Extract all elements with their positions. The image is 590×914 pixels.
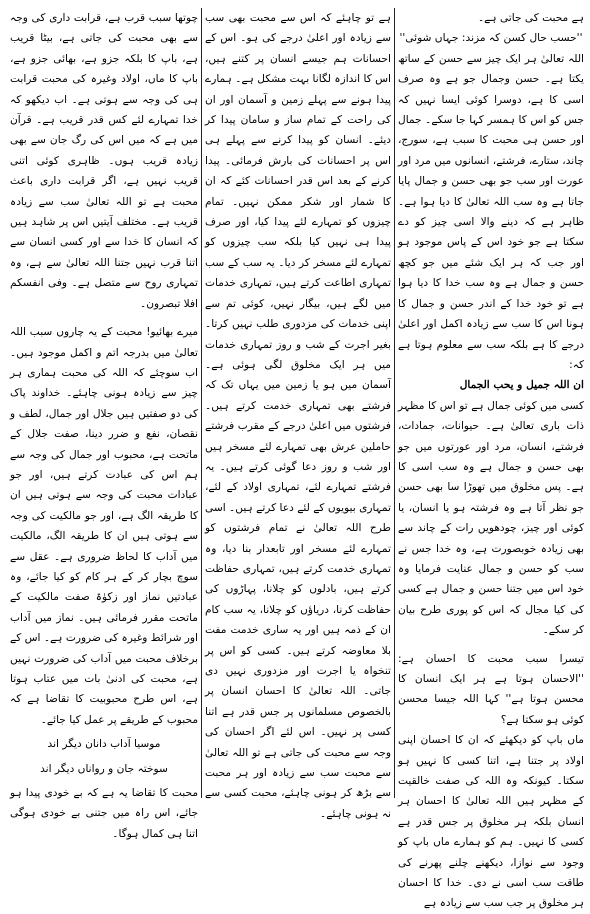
column-divider	[394, 8, 395, 798]
paragraph: ہے تو چاہئے کہ اس سے محبت بھی سب سے زیادہ اور اعلیٰ درجے کی ہو۔ اس کے احسانات ہم جیسے انسان پر کتنے ہیں، اس کا اندازہ لگانا بہت مشکل ہے۔ ہمارے پیدا ہونے سے پہلے زمین و آسمان اور ان کی راحت کے تمام ساز و سامان پیدا کر دیئے۔ انسان کو پیدا کرنے سے پہلے ہی اس پر احسانات کی بارش فرمائی۔ پیدا کرنے کے بعد اس قدر احسانات کئے کہ ان کا شمار اور شکر ممکن نہیں۔ تمام چیزوں کو تمہارے لئے پیدا کیا، اور صرف پیدا ہی نہیں کیا بلکہ سب چیزوں کو تمہارے لئے مسخر کر دیا۔ یہ سب کے سب تمہاری اطاعت کرتے ہیں، تمہاری خدمات میں لگے ہیں، بیگار نہیں، کوئی تم سے اپنی خدمات کی مزدوری طلب نہیں کرتا۔ بغیر اجرت کے شب و روز تمہاری خدمات میں ہر ایک مخلوق لگی ہوئی ہے۔ آسمان میں ہو یا زمین میں یہاں تک کہ فرشتے بھی تمہاری خدمت کرتے ہیں۔ فرشتوں میں اعلیٰ درجے کے مقرب فرشتے حاملین عرش بھی تمہارے لئے مسخر ہیں اور شب و روز دعا گوئی کرتے ہیں۔ یہ فرشتے تمہارے لئے، تمہاری اولاد کے لئے، تمہاری بیویوں کے لئے دعا کرتے ہیں۔ اسی طرح اللہ تعالیٰ نے تمام فرشتوں کو تمہارے لئے مسخر اور تابعدار بنا دیا، وہ تمہاری خدمت کرتے ہیں، تمہاری حفاظت کرتے ہیں، بادلوں کو چلانا، پہاڑوں کی حفاظت کرنا، دریاؤں کو چلانا، یہ سب کام ان کے ذمہ ہیں اور یہ ساری خدمت مفت بلا معاوضہ کرتے ہیں۔ کسی کو اس پر تنخواہ یا اجرت اور مزدوری نہیں دی جاتی۔ اللہ تعالیٰ کا احسان انسان پر بالخصوص مسلمانوں پر جس قدر ہے اتنا کسی پر نہیں۔ اس لئے اگر احسان کی وجہ سے محبت کی جاتی ہے تو اللہ تعالیٰ سے محبت سب سے زیادہ اور ہر محبت سے بڑھ کر ہونی چاہئے، محبت کسی سے نہ ہونی چاہئے۔	[205, 12, 391, 820]
paragraph: چوتھا سبب قرب ہے، قرابت داری کی وجہ سے بھی محبت کی جاتی ہے، بیٹا قریب ہے، باپ کا بلکہ جزو ہے، بھائی جزو ہے، باپ کا ماں، اولاد وغیرہ کی محبت قرابت ہی کی وجہ سے ہوتی ہے۔ اب دیکھو کہ خدا تمہارے لئے کس قدر قریب ہے۔ قرآن میں ہے کہ میں اس کی رگ جان سے بھی زیادہ قریب ہوں۔ ظاہری کوئی اتنی قریب نہیں ہے، اگر قرابت داری باعث محبت ہے تو اللہ تعالیٰ سب سے زیادہ قریب ہے۔ مختلف آیتیں اس پر شاہد ہیں کہ انسان کا خدا سے اور کسی انسان سے اتنا قرب نہیں جتنا اللہ تعالیٰ سے ہے، وہ تمہاری روح سے متصل ہے۔ وفی انفسکم افلا تبصرون۔	[10, 12, 198, 310]
paragraph: تیسرا سبب محبت کا احسان ہے: ''الاحسان ہوتا ہے ہر ایک انسان کا محسن ہوتا ہے'' کہا اللہ جیسا محسن کوئی ہو سکتا ہے؟	[398, 652, 584, 726]
column-divider	[201, 8, 202, 798]
verse-line: موسیا آداب دانان دیگر اند	[47, 738, 161, 751]
verse-line: سوختہ جان و رواناں دیگر اند	[40, 762, 168, 775]
paragraph: ماں باپ کو دیکھئے کہ ان کا احسان اپنی اولاد پر جتنا ہے، اتنا کسی کا نہیں ہو سکتا۔ کیونکہ وہ اللہ کی صفت خالقیت کے مظہر ہیں اللہ تعالیٰ کا احسان ہر انسان بلکہ ہر مخلوق پر جس قدر ہے کسی کا نہیں۔ ہم کو ہمارے ماں باپ کو وجود سے نوازا، دیکھنے چلنے پھرنے کی طاقت سب اسی نے دی۔ خدا کا احسان ہر مخلوق پر جب سب سے زیادہ ہے	[398, 734, 584, 910]
paragraph: محبت کا تقاضا یہ ہے کہ بے خودی پیدا ہو جائے، اس راہ میں جتنی بے خودی ہوگی اتنا ہی کمال ہوگا۔	[10, 787, 198, 840]
paragraph: اللہ تعالیٰ ہر ایک چیز سے حسن کے ساتھ یکتا ہے۔ حسن وجمال جو ہے وہ صرف اسی کا ہے، دوسرا کوئی ایسا نہیں کہ جس کو اس کا ہمسر کہا جا سکے۔ جمال اور حسن ہی محبت کا سبب ہے، سورج، چاند، ستارے، فرشتے، انسانوں میں مرد اور عورت اور سب جو بھی حسن و جمال پایا جاتا ہے وہ سب اللہ تعالیٰ کا دیا ہوا ہے۔ ظاہر ہے کہ دینے والا اسی چیز کو دے سکتا ہے جو خود اس کے پاس موجود ہو اور جب کہ ہر ایک شئے میں جو کچھ حسن و جمال ہے وہ سب خدا کا دیا ہوا ہے تو خود خدا کے اندر حسن و جمال کا ہونا اس کا سب سے زیادہ اکمل اور اعلیٰ درجے کا ہے بلکہ سب سے معلوم ہوتا ہے کہ:	[398, 52, 584, 371]
quote-line: ''حسب حال کسن کہ مزند: جہاں شوئی''	[399, 32, 583, 45]
arabic-quote: ان اللہ جمیل و یحب الجمال	[459, 379, 584, 392]
paragraph: ہے محبت کی جاتی ہے۔	[477, 12, 584, 24]
column-left	[10, 8, 198, 840]
paragraph: کسی میں کوئی جمال ہے تو اس کا مظہر ذات باری تعالیٰ ہے۔ حیوانات، جمادات، فرشتے، انسان، مرد اور عورتوں میں جو بھی حسن و جمال ہے وہ سب اسی کا ہے۔ پس مخلوق میں تھوڑا سا بھی حسن جو نظر آتا ہے وہ فرشتہ ہو یا انسان، یا کوئی اور چیز، چودھویں رات کے چاند سے بھی زیادہ خوبصورت ہے، وہ خدا جس نے سب کو حسن و جمال عنایت فرمایا وہ خود اس میں جتنا حسن و جمال ہے کسی کی کیا مجال کہ اس کو پوری طرح بیان کر سکے۔	[398, 399, 584, 637]
column-right	[398, 8, 584, 910]
column-middle	[205, 8, 391, 820]
paragraph: میرے بھائیو! محبت کے یہ چاروں سبب اللہ تعالیٰ میں بدرجہ اتم و اکمل موجود ہیں۔ اب سوچئے کہ اللہ کی محبت ہماری ہر چیز سے زیادہ ہونی چاہئے۔ خداوند پاک کی دو صفتیں ہیں جلال اور جمال، لطف و نقصان، نفع و ضرر دینا، صفت جلال کے ماتحت ہے، محبوب اور جمال کی وجہ سے ہم اس کی عبادت کرتے ہیں، اور جو عبادات محبت کی وجہ سے ہوتی ہیں ان کا طریقہ الگ ہے، اور جو مالکیت کی وجہ سے ہوتی ہیں ان کا طریقہ الگ، مالکیت میں آداب کا لحاظ ضروری ہے۔ عقل سے سوچ بچار کر کے ہر کام کو کیا جائے، وہ عبادتیں نماز اور زکوٰۃ صفت مالکیت کے ماتحت مقرر فرمائی ہیں۔ نماز میں آداب اور شرائط وغیرہ کی ضرورت ہے۔ اس کے برخلاف محبت میں آداب کی ضرورت نہیں ہے، محبت کی ادنیٰ بات میں عتاب ہوتا ہے، اس طرح محبوبیت کا تقاضا ہے کہ محبوب کے طریقے پر عمل کیا جائے۔	[10, 326, 198, 726]
